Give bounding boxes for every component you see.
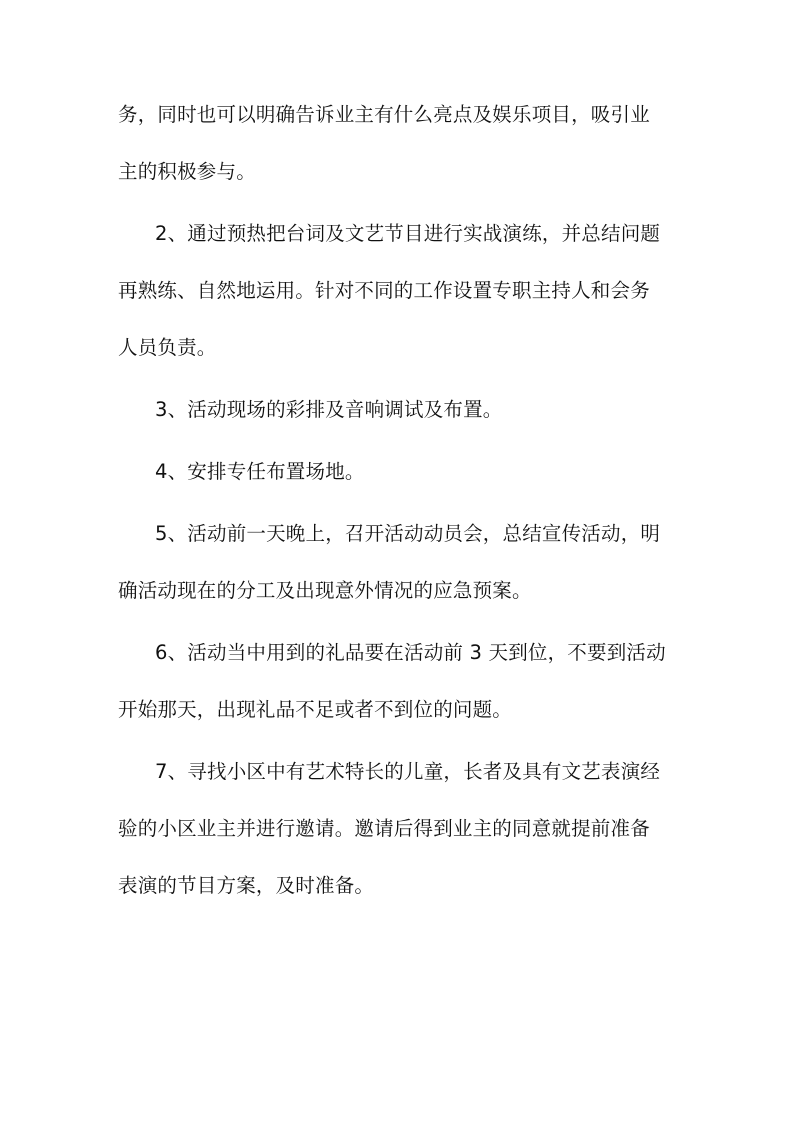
paragraph-line: 主的积极参与。 <box>118 160 256 183</box>
list-item-line: 2、通过预热把台词及文艺节目进行实战演练，并总结问题 <box>155 222 661 245</box>
list-item-line: 3、活动现场的彩排及音响调试及布置。 <box>155 398 503 421</box>
list-item-line: 7、寻找小区中有艺术特长的儿童，长者及具有文艺表演经 <box>155 760 661 783</box>
paragraph-line: 务，同时也可以明确告诉业主有什么亮点及娱乐项目，吸引业 <box>118 103 650 126</box>
list-item-line: 人员负责。 <box>118 336 217 359</box>
list-item-line: 6、活动当中用到的礼品要在活动前 3 天到位，不要到活动 <box>155 641 666 664</box>
list-item-line: 验的小区业主并进行邀请。邀请后得到业主的同意就提前准备 <box>118 817 650 840</box>
list-item-line: 5、活动前一天晚上，召开活动动员会，总结宣传活动，明 <box>155 522 661 545</box>
list-item-line: 确活动现在的分工及出现意外情况的应急预案。 <box>118 579 532 602</box>
list-item-line: 再熟练、自然地运用。针对不同的工作设置专职主持人和会务 <box>118 279 650 302</box>
list-item-line: 4、安排专任布置场地。 <box>155 460 365 483</box>
list-item-line: 表演的节目方案，及时准备。 <box>118 874 375 897</box>
list-item-line: 开始那天，出现礼品不足或者不到位的问题。 <box>118 698 513 721</box>
